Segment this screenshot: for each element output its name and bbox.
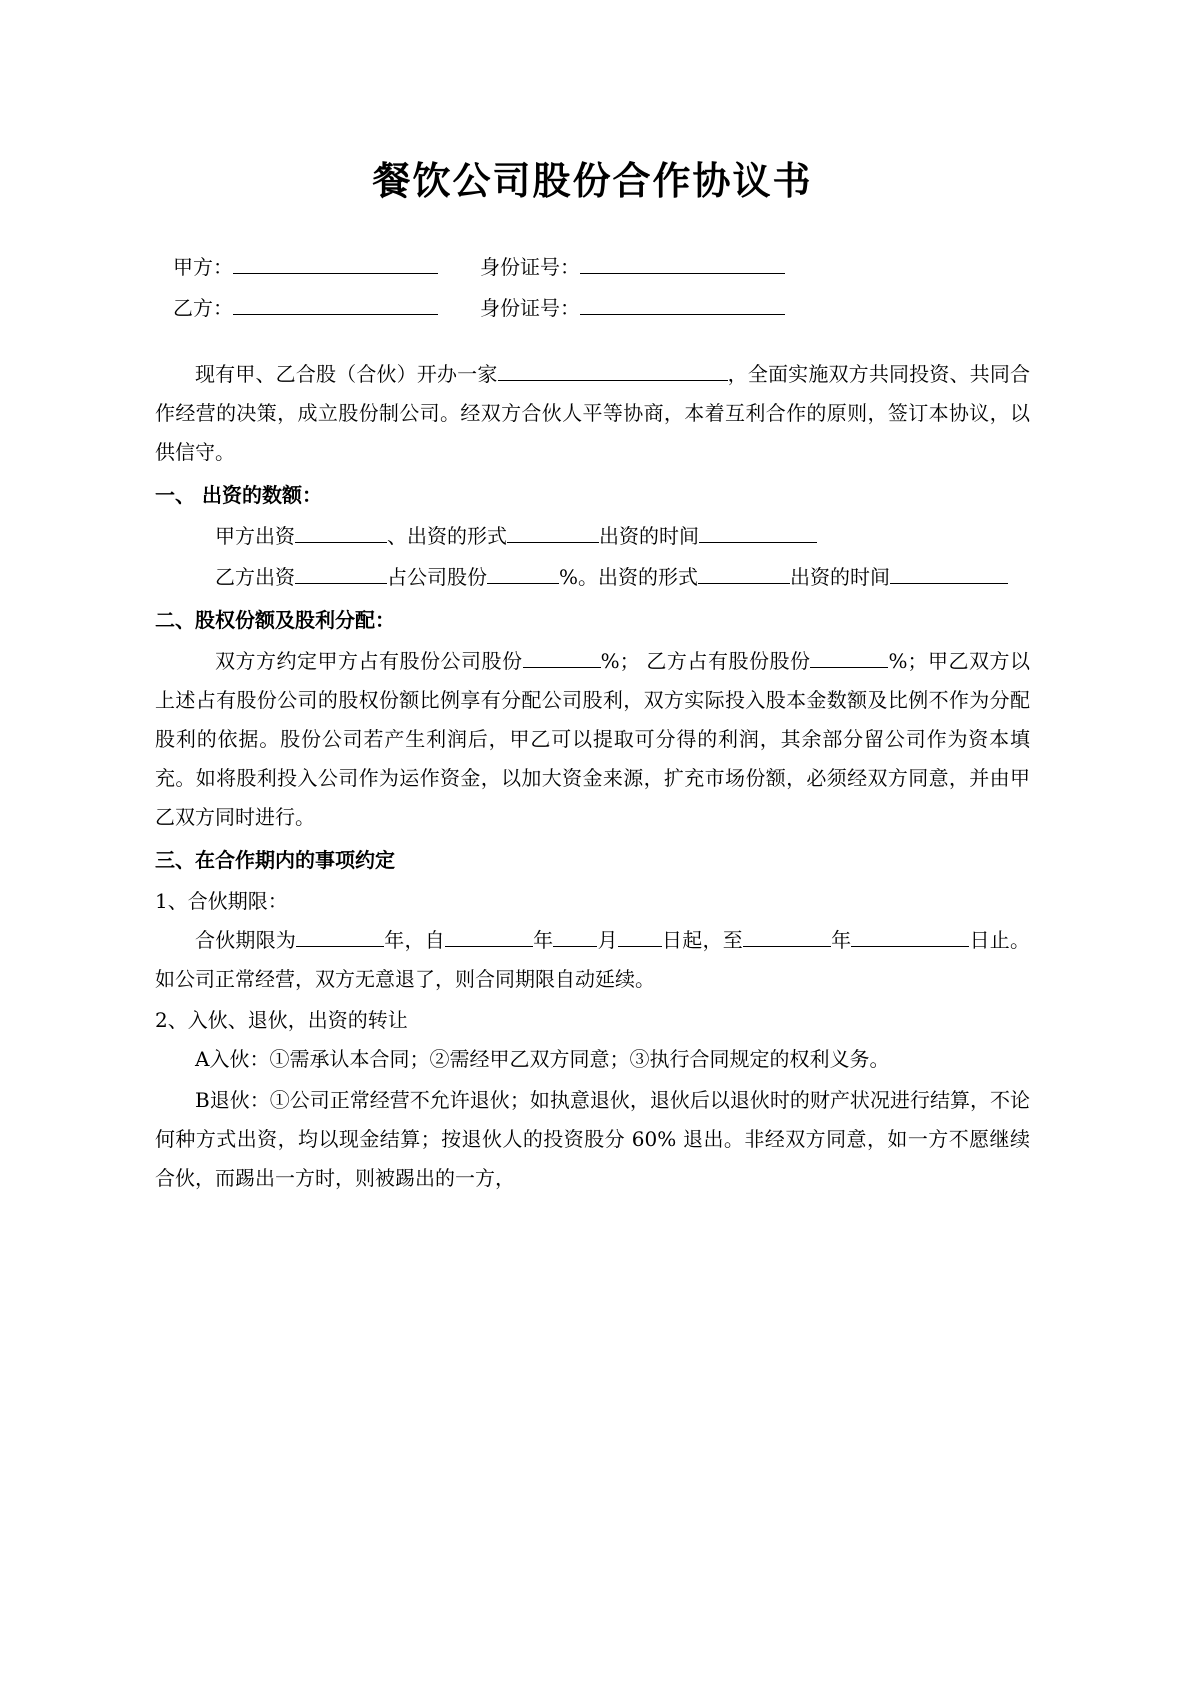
intro-text-1: 现有甲、乙合股（合伙）开办一家: [195, 362, 498, 386]
capital-b-share-label: 占公司股份: [387, 565, 487, 589]
party-a-label: 甲方：: [173, 255, 233, 279]
party-a-id-blank[interactable]: [580, 252, 785, 274]
party-b-id-label: 身份证号：: [480, 296, 580, 320]
term-text-e: 日起，至: [661, 928, 743, 952]
page-title: 餐饮公司股份合作协议书: [372, 158, 813, 203]
section-3-item-1-body: [155, 921, 1030, 999]
term-text-f: 年: [830, 928, 852, 952]
party-row: [173, 247, 1030, 288]
section-1-heading: 一、 出资的数额：: [155, 483, 322, 507]
capital-b-label: 乙方出资: [215, 565, 295, 589]
equity-text-2: %； 乙方占有股份股份: [600, 649, 811, 673]
term-text-d: 月: [597, 928, 618, 952]
section-2-body: [155, 642, 1030, 837]
party-block: [173, 247, 1030, 329]
party-b-label: 乙方：: [173, 296, 233, 320]
capital-a-form-blank[interactable]: [507, 521, 599, 543]
party-a-id-label: 身份证号：: [480, 255, 580, 279]
capital-b-share-blank[interactable]: [487, 562, 559, 584]
section-3-item-1-label: 1、合伙期限：: [155, 889, 288, 913]
equity-text-3: %；甲乙双方以上述占有股份公司的股权份额比例享有分配公司股利，双方实际投入股本金数额及比例不作为分配股利的依据。股份公司若产生利润后，甲乙可以提取可分得的利润，其余部分留公司作为资本填充。如将股利投入公司作为运作资金，以加大资金来源，扩充市场份额，必须经双方同意，并由甲乙双方同时进行。: [155, 649, 1030, 829]
capital-b-form-blank[interactable]: [698, 562, 790, 584]
capital-b-percent: %。出资的形式: [559, 565, 699, 589]
party-b-name-blank[interactable]: [233, 293, 438, 315]
capital-a-amount-blank[interactable]: [295, 521, 387, 543]
section-3-item-2-a: A入伙：①需承认本合同；②需经甲乙双方同意；③执行合同规定的权利义务。: [195, 1047, 890, 1071]
term-text-c: 年: [532, 928, 554, 952]
term-end-month-blank[interactable]: [851, 925, 939, 947]
term-end-year-blank[interactable]: [743, 925, 831, 947]
term-years-blank[interactable]: [296, 925, 384, 947]
term-end-day-blank[interactable]: [939, 925, 969, 947]
term-start-day-blank[interactable]: [618, 925, 662, 947]
intro-paragraph: [155, 355, 1030, 472]
capital-a-label: 甲方出资: [215, 524, 295, 548]
equity-b-percent-blank[interactable]: [810, 646, 888, 668]
party-a-name-blank[interactable]: [233, 252, 438, 274]
section-1-line-2: [155, 558, 1030, 597]
equity-a-percent-blank[interactable]: [523, 646, 601, 668]
capital-a-time-blank[interactable]: [699, 521, 817, 543]
capital-a-time-label: 出资的时间: [599, 524, 699, 548]
term-text-a: 合伙期限为: [195, 928, 297, 952]
section-2-heading: 二、股权份额及股利分配：: [155, 608, 395, 632]
capital-b-amount-blank[interactable]: [295, 562, 387, 584]
party-b-id-blank[interactable]: [580, 293, 785, 315]
company-name-blank[interactable]: [498, 359, 728, 381]
section-3-heading: 三、在合作期内的事项约定: [155, 848, 395, 872]
equity-text-1: 双方方约定甲方占有股份公司股份: [215, 649, 523, 673]
term-start-year-blank[interactable]: [445, 925, 533, 947]
term-text-b: 年，自: [384, 928, 445, 952]
term-text-g: 日止。如公司正常经营，双方无意退了，则合同期限自动延续。: [155, 928, 1031, 991]
capital-b-time-blank[interactable]: [890, 562, 1008, 584]
capital-b-time-label: 出资的时间: [790, 565, 891, 589]
term-start-month-blank[interactable]: [553, 925, 597, 947]
section-3-item-2-b: B退伙：①公司正常经营不允许退伙；如执意退伙，退伙后以退伙时的财产状况进行结算，不论何种方式出资，均以现金结算；按退伙人的投资股分 60% 退出。非经双方同意，如一方不愿继续合伙，而踢出一方时，则被踢出的一方，: [155, 1088, 1030, 1190]
intro-text-2: ，全面实施双方共同投资、共同合作经营的决策，成立股份制公司。经双方合伙人平等协商，本着互利合作的原则，签订本协议，以供信守。: [155, 362, 1030, 464]
capital-a-form-label: 、出资的形式: [387, 524, 507, 548]
section-3-item-2-label: 2、入伙、退伙，出资的转让: [155, 1008, 408, 1032]
section-1-line-1: [155, 517, 1030, 556]
party-row: [173, 288, 1030, 329]
